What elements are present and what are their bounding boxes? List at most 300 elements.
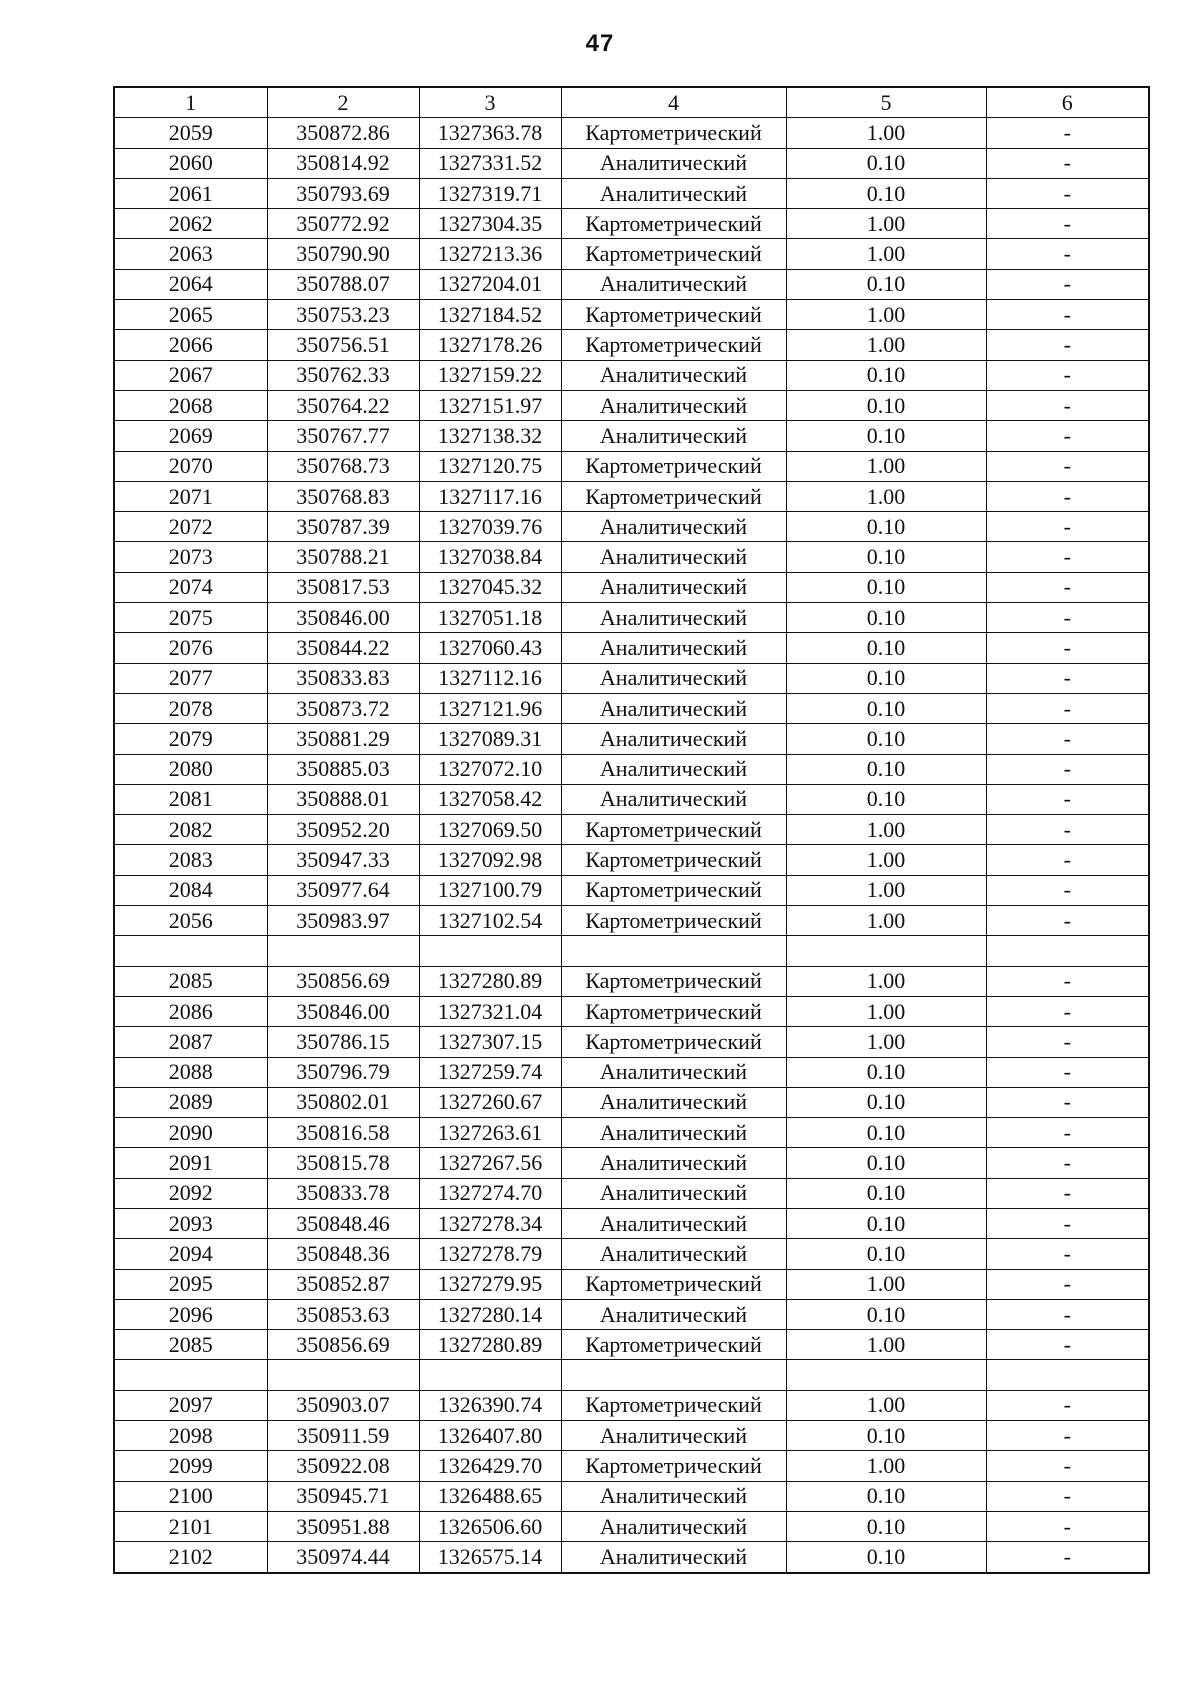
x-coordinate-cell: 350873.72: [267, 693, 419, 723]
accuracy-cell: 0.10: [786, 1178, 986, 1208]
method-cell: Аналитический: [561, 148, 786, 178]
accuracy-cell: 0.10: [786, 1239, 986, 1269]
y-coordinate-cell: 1327260.67: [419, 1087, 561, 1117]
y-coordinate-cell: 1327120.75: [419, 451, 561, 481]
point-number-cell: 2081: [114, 784, 267, 814]
point-number-cell: 2098: [114, 1421, 267, 1451]
accuracy-cell: 0.10: [786, 1421, 986, 1451]
y-coordinate-cell: 1327138.32: [419, 421, 561, 451]
point-number-cell: 2090: [114, 1118, 267, 1148]
note-cell: -: [986, 178, 1149, 208]
point-number-cell: 2089: [114, 1087, 267, 1117]
table-row: [114, 1178, 1149, 1208]
table-row: [114, 1511, 1149, 1541]
method-cell: Картометрический: [561, 481, 786, 511]
x-coordinate-cell: 350787.39: [267, 512, 419, 542]
note-cell: -: [986, 572, 1149, 602]
note-cell: -: [986, 148, 1149, 178]
y-coordinate-cell: 1327092.98: [419, 845, 561, 875]
y-coordinate-cell: 1327102.54: [419, 906, 561, 936]
x-coordinate-cell: 350922.08: [267, 1451, 419, 1481]
method-cell: [561, 1360, 786, 1390]
note-cell: -: [986, 1057, 1149, 1087]
accuracy-cell: 0.10: [786, 178, 986, 208]
table-row: [114, 966, 1149, 996]
method-cell: [561, 936, 786, 966]
point-number-cell: 2061: [114, 178, 267, 208]
table-row: [114, 1027, 1149, 1057]
y-coordinate-cell: 1327278.79: [419, 1239, 561, 1269]
x-coordinate-cell: 350772.92: [267, 209, 419, 239]
method-cell: Аналитический: [561, 269, 786, 299]
table-row: [114, 239, 1149, 269]
note-cell: -: [986, 1511, 1149, 1541]
point-number-cell: 2063: [114, 239, 267, 269]
note-cell: -: [986, 1208, 1149, 1238]
note-cell: -: [986, 603, 1149, 633]
point-number-cell: 2059: [114, 118, 267, 148]
x-coordinate-cell: 350872.86: [267, 118, 419, 148]
table-row: [114, 1118, 1149, 1148]
note-cell: -: [986, 1299, 1149, 1329]
x-coordinate-cell: 350844.22: [267, 633, 419, 663]
table-row: [114, 603, 1149, 633]
point-number-cell: 2092: [114, 1178, 267, 1208]
x-coordinate-cell: 350833.83: [267, 663, 419, 693]
x-coordinate-cell: 350788.07: [267, 269, 419, 299]
point-number-cell: 2077: [114, 663, 267, 693]
accuracy-cell: 1.00: [786, 209, 986, 239]
method-cell: Аналитический: [561, 1148, 786, 1178]
method-cell: Аналитический: [561, 603, 786, 633]
accuracy-cell: 1.00: [786, 300, 986, 330]
table-row: [114, 754, 1149, 784]
method-cell: Картометрический: [561, 209, 786, 239]
table-row: [114, 451, 1149, 481]
y-coordinate-cell: 1326429.70: [419, 1451, 561, 1481]
accuracy-cell: 0.10: [786, 1118, 986, 1148]
accuracy-cell: 1.00: [786, 330, 986, 360]
y-coordinate-cell: 1327159.22: [419, 360, 561, 390]
method-cell: Аналитический: [561, 1087, 786, 1117]
point-number-cell: 2064: [114, 269, 267, 299]
accuracy-cell: 0.10: [786, 663, 986, 693]
table-row: [114, 390, 1149, 420]
table-row: [114, 1208, 1149, 1238]
accuracy-cell: 1.00: [786, 1390, 986, 1420]
accuracy-cell: 0.10: [786, 360, 986, 390]
method-cell: Аналитический: [561, 390, 786, 420]
method-cell: Аналитический: [561, 1118, 786, 1148]
point-number-cell: 2074: [114, 572, 267, 602]
accuracy-cell: 0.10: [786, 148, 986, 178]
y-coordinate-cell: 1327117.16: [419, 481, 561, 511]
method-cell: Аналитический: [561, 633, 786, 663]
x-coordinate-cell: 350753.23: [267, 300, 419, 330]
point-number-cell: 2094: [114, 1239, 267, 1269]
table-row: [114, 542, 1149, 572]
note-cell: -: [986, 875, 1149, 905]
point-number-cell: 2066: [114, 330, 267, 360]
note-cell: -: [986, 269, 1149, 299]
y-coordinate-cell: [419, 936, 561, 966]
accuracy-cell: 1.00: [786, 1451, 986, 1481]
x-coordinate-cell: 350848.46: [267, 1208, 419, 1238]
note-cell: -: [986, 239, 1149, 269]
table-row: [114, 996, 1149, 1026]
y-coordinate-cell: 1326506.60: [419, 1511, 561, 1541]
x-coordinate-cell: 350833.78: [267, 1178, 419, 1208]
accuracy-cell: 0.10: [786, 1208, 986, 1238]
x-coordinate-cell: 350952.20: [267, 815, 419, 845]
method-cell: Картометрический: [561, 875, 786, 905]
table-row: [114, 421, 1149, 451]
table-body: [114, 118, 1149, 1573]
point-number-cell: 2068: [114, 390, 267, 420]
accuracy-cell: 0.10: [786, 1511, 986, 1541]
note-cell: -: [986, 209, 1149, 239]
point-number-cell: 2091: [114, 1148, 267, 1178]
y-coordinate-cell: 1327039.76: [419, 512, 561, 542]
method-cell: Аналитический: [561, 1178, 786, 1208]
y-coordinate-cell: 1327060.43: [419, 633, 561, 663]
point-number-cell: 2082: [114, 815, 267, 845]
column-header: 1: [114, 87, 267, 118]
point-number-cell: 2062: [114, 209, 267, 239]
note-cell: -: [986, 390, 1149, 420]
x-coordinate-cell: 350853.63: [267, 1299, 419, 1329]
y-coordinate-cell: 1327045.32: [419, 572, 561, 602]
point-number-cell: 2084: [114, 875, 267, 905]
x-coordinate-cell: 350790.90: [267, 239, 419, 269]
table-row: [114, 1299, 1149, 1329]
table-row: [114, 1239, 1149, 1269]
method-cell: Аналитический: [561, 512, 786, 542]
y-coordinate-cell: [419, 1360, 561, 1390]
point-number-cell: 2076: [114, 633, 267, 663]
method-cell: Картометрический: [561, 1451, 786, 1481]
point-number-cell: [114, 1360, 267, 1390]
point-number-cell: 2071: [114, 481, 267, 511]
header-row: [114, 87, 1149, 118]
note-cell: -: [986, 300, 1149, 330]
x-coordinate-cell: 350815.78: [267, 1148, 419, 1178]
accuracy-cell: 0.10: [786, 603, 986, 633]
point-number-cell: 2088: [114, 1057, 267, 1087]
method-cell: Картометрический: [561, 815, 786, 845]
y-coordinate-cell: 1327267.56: [419, 1148, 561, 1178]
table-row: [114, 1421, 1149, 1451]
y-coordinate-cell: 1326488.65: [419, 1481, 561, 1511]
y-coordinate-cell: 1327319.71: [419, 178, 561, 208]
table-row: [114, 300, 1149, 330]
y-coordinate-cell: 1327058.42: [419, 784, 561, 814]
accuracy-cell: 1.00: [786, 451, 986, 481]
table-row: [114, 1269, 1149, 1299]
note-cell: -: [986, 542, 1149, 572]
y-coordinate-cell: 1327263.61: [419, 1118, 561, 1148]
method-cell: Картометрический: [561, 118, 786, 148]
table-row: [114, 360, 1149, 390]
note-cell: -: [986, 1178, 1149, 1208]
x-coordinate-cell: 350947.33: [267, 845, 419, 875]
accuracy-cell: 1.00: [786, 118, 986, 148]
x-coordinate-cell: 350885.03: [267, 754, 419, 784]
table-row: [114, 118, 1149, 148]
point-number-cell: 2085: [114, 1330, 267, 1360]
note-cell: -: [986, 1421, 1149, 1451]
note-cell: -: [986, 1269, 1149, 1299]
method-cell: Аналитический: [561, 572, 786, 602]
accuracy-cell: 0.10: [786, 512, 986, 542]
table-row: [114, 148, 1149, 178]
accuracy-cell: 0.10: [786, 1057, 986, 1087]
accuracy-cell: 1.00: [786, 996, 986, 1026]
column-header: 3: [419, 87, 561, 118]
method-cell: Картометрический: [561, 1330, 786, 1360]
y-coordinate-cell: 1327112.16: [419, 663, 561, 693]
point-number-cell: 2093: [114, 1208, 267, 1238]
method-cell: Аналитический: [561, 1208, 786, 1238]
y-coordinate-cell: 1327178.26: [419, 330, 561, 360]
y-coordinate-cell: 1327100.79: [419, 875, 561, 905]
accuracy-cell: 1.00: [786, 1269, 986, 1299]
column-header: 6: [986, 87, 1149, 118]
accuracy-cell: 0.10: [786, 269, 986, 299]
x-coordinate-cell: 350767.77: [267, 421, 419, 451]
method-cell: Аналитический: [561, 1511, 786, 1541]
method-cell: Аналитический: [561, 693, 786, 723]
point-number-cell: 2079: [114, 724, 267, 754]
page-number: 47: [585, 30, 615, 57]
x-coordinate-cell: [267, 1360, 419, 1390]
note-cell: -: [986, 693, 1149, 723]
x-coordinate-cell: 350788.21: [267, 542, 419, 572]
method-cell: Аналитический: [561, 360, 786, 390]
method-cell: Аналитический: [561, 1481, 786, 1511]
accuracy-cell: 0.10: [786, 693, 986, 723]
method-cell: Картометрический: [561, 239, 786, 269]
method-cell: Картометрический: [561, 330, 786, 360]
method-cell: Картометрический: [561, 966, 786, 996]
x-coordinate-cell: 350786.15: [267, 1027, 419, 1057]
method-cell: Картометрический: [561, 451, 786, 481]
method-cell: Аналитический: [561, 1239, 786, 1269]
point-number-cell: 2070: [114, 451, 267, 481]
point-number-cell: 2056: [114, 906, 267, 936]
y-coordinate-cell: 1326390.74: [419, 1390, 561, 1420]
note-cell: -: [986, 845, 1149, 875]
x-coordinate-cell: 350945.71: [267, 1481, 419, 1511]
x-coordinate-cell: 350881.29: [267, 724, 419, 754]
table-row: [114, 1481, 1149, 1511]
method-cell: Аналитический: [561, 1421, 786, 1451]
point-number-cell: 2102: [114, 1542, 267, 1573]
x-coordinate-cell: 350983.97: [267, 906, 419, 936]
note-cell: -: [986, 724, 1149, 754]
y-coordinate-cell: 1327278.34: [419, 1208, 561, 1238]
accuracy-cell: 0.10: [786, 1087, 986, 1117]
method-cell: Аналитический: [561, 542, 786, 572]
note-cell: -: [986, 360, 1149, 390]
accuracy-cell: 1.00: [786, 906, 986, 936]
point-number-cell: 2065: [114, 300, 267, 330]
accuracy-cell: 0.10: [786, 1481, 986, 1511]
x-coordinate-cell: 350856.69: [267, 1330, 419, 1360]
table-row: [114, 481, 1149, 511]
accuracy-cell: 0.10: [786, 542, 986, 572]
method-cell: Аналитический: [561, 1057, 786, 1087]
table-row: [114, 1542, 1149, 1573]
y-coordinate-cell: 1327280.89: [419, 966, 561, 996]
x-coordinate-cell: 350856.69: [267, 966, 419, 996]
y-coordinate-cell: 1327072.10: [419, 754, 561, 784]
y-coordinate-cell: 1327331.52: [419, 148, 561, 178]
x-coordinate-cell: 350768.73: [267, 451, 419, 481]
table-row: [114, 663, 1149, 693]
point-number-cell: 2069: [114, 421, 267, 451]
note-cell: -: [986, 451, 1149, 481]
y-coordinate-cell: 1327089.31: [419, 724, 561, 754]
y-coordinate-cell: 1327213.36: [419, 239, 561, 269]
accuracy-cell: [786, 1360, 986, 1390]
accuracy-cell: 0.10: [786, 724, 986, 754]
accuracy-cell: 1.00: [786, 1027, 986, 1057]
table-row: [114, 209, 1149, 239]
method-cell: Аналитический: [561, 421, 786, 451]
x-coordinate-cell: 350903.07: [267, 1390, 419, 1420]
x-coordinate-cell: 350817.53: [267, 572, 419, 602]
method-cell: Картометрический: [561, 300, 786, 330]
note-cell: -: [986, 421, 1149, 451]
x-coordinate-cell: 350846.00: [267, 996, 419, 1026]
table-row: [114, 815, 1149, 845]
table-row: [114, 1390, 1149, 1420]
x-coordinate-cell: 350848.36: [267, 1239, 419, 1269]
accuracy-cell: 0.10: [786, 784, 986, 814]
y-coordinate-cell: 1327069.50: [419, 815, 561, 845]
y-coordinate-cell: 1327321.04: [419, 996, 561, 1026]
x-coordinate-cell: [267, 936, 419, 966]
table-row: [114, 936, 1149, 966]
accuracy-cell: 0.10: [786, 1148, 986, 1178]
note-cell: -: [986, 754, 1149, 784]
x-coordinate-cell: 350888.01: [267, 784, 419, 814]
method-cell: Картометрический: [561, 906, 786, 936]
table-header: [114, 87, 1149, 118]
accuracy-cell: 1.00: [786, 966, 986, 996]
y-coordinate-cell: 1327184.52: [419, 300, 561, 330]
x-coordinate-cell: 350764.22: [267, 390, 419, 420]
table-row: [114, 784, 1149, 814]
y-coordinate-cell: 1327279.95: [419, 1269, 561, 1299]
point-number-cell: [114, 936, 267, 966]
accuracy-cell: 0.10: [786, 572, 986, 602]
y-coordinate-cell: 1327121.96: [419, 693, 561, 723]
note-cell: -: [986, 996, 1149, 1026]
note-cell: -: [986, 1542, 1149, 1573]
point-number-cell: 2072: [114, 512, 267, 542]
method-cell: Аналитический: [561, 178, 786, 208]
table-row: [114, 1451, 1149, 1481]
column-header: 5: [786, 87, 986, 118]
y-coordinate-cell: 1326407.80: [419, 1421, 561, 1451]
x-coordinate-cell: 350846.00: [267, 603, 419, 633]
y-coordinate-cell: 1327307.15: [419, 1027, 561, 1057]
note-cell: [986, 1360, 1149, 1390]
note-cell: -: [986, 1148, 1149, 1178]
method-cell: Аналитический: [561, 663, 786, 693]
note-cell: -: [986, 633, 1149, 663]
table-row: [114, 330, 1149, 360]
method-cell: Картометрический: [561, 1390, 786, 1420]
accuracy-cell: 0.10: [786, 421, 986, 451]
accuracy-cell: 0.10: [786, 390, 986, 420]
point-number-cell: 2086: [114, 996, 267, 1026]
note-cell: -: [986, 1118, 1149, 1148]
accuracy-cell: 1.00: [786, 1330, 986, 1360]
method-cell: Аналитический: [561, 1299, 786, 1329]
table-row: [114, 724, 1149, 754]
note-cell: -: [986, 815, 1149, 845]
table-row: [114, 512, 1149, 542]
coordinates-table: [113, 86, 1150, 1574]
table-row: [114, 1057, 1149, 1087]
note-cell: -: [986, 512, 1149, 542]
point-number-cell: 2078: [114, 693, 267, 723]
y-coordinate-cell: 1327038.84: [419, 542, 561, 572]
table-row: [114, 178, 1149, 208]
note-cell: [986, 936, 1149, 966]
accuracy-cell: 1.00: [786, 875, 986, 905]
table-row: [114, 1087, 1149, 1117]
method-cell: Картометрический: [561, 1269, 786, 1299]
method-cell: Аналитический: [561, 1542, 786, 1573]
point-number-cell: 2101: [114, 1511, 267, 1541]
x-coordinate-cell: 350814.92: [267, 148, 419, 178]
x-coordinate-cell: 350756.51: [267, 330, 419, 360]
x-coordinate-cell: 350911.59: [267, 1421, 419, 1451]
column-header: 4: [561, 87, 786, 118]
y-coordinate-cell: 1326575.14: [419, 1542, 561, 1573]
note-cell: -: [986, 663, 1149, 693]
note-cell: -: [986, 1330, 1149, 1360]
point-number-cell: 2087: [114, 1027, 267, 1057]
accuracy-cell: 1.00: [786, 845, 986, 875]
point-number-cell: 2083: [114, 845, 267, 875]
x-coordinate-cell: 350796.79: [267, 1057, 419, 1087]
method-cell: Картометрический: [561, 845, 786, 875]
table-row: [114, 845, 1149, 875]
point-number-cell: 2085: [114, 966, 267, 996]
table-row: [114, 572, 1149, 602]
note-cell: -: [986, 1027, 1149, 1057]
point-number-cell: 2075: [114, 603, 267, 633]
y-coordinate-cell: 1327259.74: [419, 1057, 561, 1087]
accuracy-cell: 0.10: [786, 633, 986, 663]
y-coordinate-cell: 1327363.78: [419, 118, 561, 148]
y-coordinate-cell: 1327280.14: [419, 1299, 561, 1329]
note-cell: -: [986, 118, 1149, 148]
table-row: [114, 1360, 1149, 1390]
method-cell: Аналитический: [561, 784, 786, 814]
y-coordinate-cell: 1327204.01: [419, 269, 561, 299]
y-coordinate-cell: 1327304.35: [419, 209, 561, 239]
table-row: [114, 906, 1149, 936]
x-coordinate-cell: 350793.69: [267, 178, 419, 208]
point-number-cell: 2097: [114, 1390, 267, 1420]
accuracy-cell: 0.10: [786, 754, 986, 784]
